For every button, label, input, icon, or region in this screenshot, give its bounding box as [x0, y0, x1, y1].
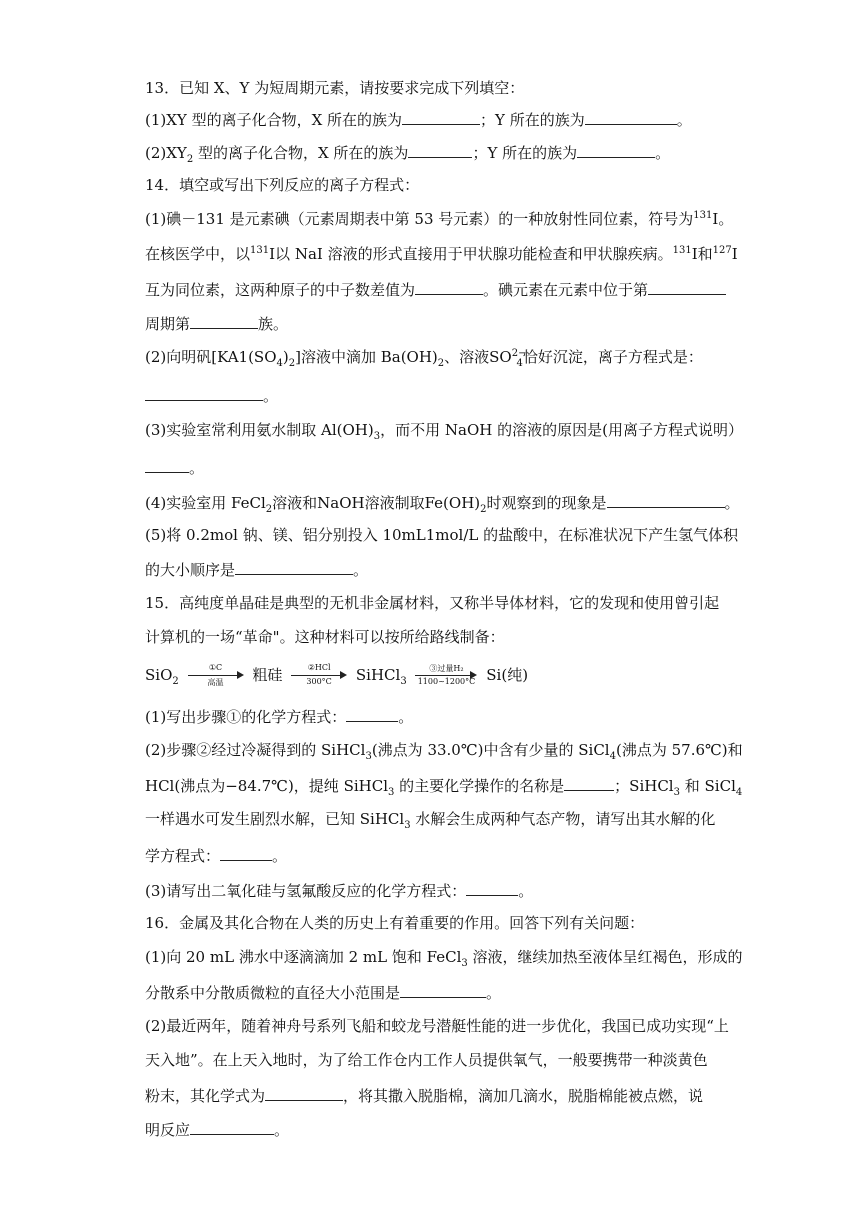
q15-part3: (3)请写出二氧化硅与氢氟酸反应的化学方程式： 。	[145, 879, 715, 901]
answer-blank[interactable]	[220, 844, 272, 861]
q14-stem: 14．填空或写出下列反应的离子方程式：	[145, 176, 420, 194]
q14-part2: (2)向明矾$[KA1(SO_4)_2]$溶液中滴加 $Ba(OH)_2$、溶液$SO^{2-}_4$恰好沉淀，离子方程式是：	[145, 348, 703, 369]
answer-blank[interactable]	[408, 141, 472, 158]
route-node-sio2: SiO$_2$	[145, 666, 179, 687]
q14-part1-line4: 周期第 族。	[145, 312, 715, 334]
answer-blank[interactable]	[607, 491, 725, 508]
answer-blank[interactable]	[648, 278, 726, 295]
q15-part1: (1)写出步骤①的化学方程式： 。	[145, 705, 715, 727]
synthesis-route	[145, 662, 528, 688]
q13-part1: (1)XY 型的离子化合物，X 所在的族为 ；Y 所在的族为 。	[145, 108, 715, 130]
q14-part1-line2: 在核医学中，以$^{131}$I以 NaI 溶液的形式直接用于甲状腺功能检查和甲状腺疾病。$^{131}$I和$^{127}$I	[145, 245, 738, 263]
answer-blank[interactable]	[145, 456, 189, 473]
q16-part2-line4: 明反应 。	[145, 1118, 715, 1140]
q16-part1-line2: 分散系中分散质微粒的直径大小范围是 。	[145, 981, 715, 1003]
route-arrow-step2: ②HCl 300°C	[291, 662, 347, 688]
answer-blank[interactable]	[466, 879, 518, 896]
q15-part2-line3: 一样遇水可发生剧烈水解，已知 SiHCl$_3$ 水解会生成两种气态产物，请写出其水解的化	[145, 810, 716, 831]
q16-part1-line1: (1)向 20 mL 沸水中逐滴滴加 2 mL 饱和 FeCl$_3$ 溶液，继续加热至液体呈红褐色，形成的	[145, 948, 743, 969]
q15-part2-line2: HCl(沸点为−84.7℃)，提纯 SiHCl$_3$ 的主要化学操作的名称是 ；SiHCl$_3$ 和 SiCl$_4$	[145, 774, 715, 796]
answer-blank[interactable]	[145, 384, 263, 401]
route-arrow-step3: ③过量H₂ 1100~1200°C	[415, 662, 477, 688]
q14-part3-answer: 。	[145, 456, 715, 478]
route-arrow-step1: ①C 高温	[188, 662, 244, 688]
answer-blank[interactable]	[235, 558, 353, 575]
answer-blank[interactable]	[577, 141, 655, 158]
answer-blank[interactable]	[564, 774, 614, 791]
answer-blank[interactable]	[402, 108, 480, 125]
route-node-crude-si: 粗硅	[252, 666, 283, 684]
q14-part1-line1: (1)碘－131 是元素碘（元素周期表中第 53 号元素）的一种放射性同位素，符号为$^{131}$I。	[145, 210, 734, 228]
q15-stem-line2: 计算机的一场“革命"。这种材料可以按所给路线制备：	[145, 628, 505, 646]
answer-blank[interactable]	[585, 108, 677, 125]
answer-blank[interactable]	[400, 981, 486, 998]
q16-part2-line1: (2)最近两年，随着神舟号系列飞船和蛟龙号潜艇性能的进一步优化，我国已成功实现“上	[145, 1017, 729, 1035]
q14-part5-line2: 的大小顺序是 。	[145, 558, 715, 580]
answer-blank[interactable]	[190, 1118, 274, 1135]
q16-part2-line2: 天入地”。在上天入地时，为了给工作仓内工作人员提供氧气，一般要携带一种淡黄色	[145, 1051, 708, 1069]
q16-part2-line3: 粉末，其化学式为 ，将其撒入脱脂棉，滴加几滴水，脱脂棉能被点燃，说	[145, 1084, 715, 1106]
route-node-sihcl3: SiHCl$_3$	[355, 666, 407, 687]
q14-part1-line3: 互为同位素，这两种原子的中子数差值为 。碘元素在元素中位于第	[145, 278, 715, 300]
q15-stem-line1: 15．高纯度单晶硅是典型的无机非金属材料，又称半导体材料，它的发现和使用曾引起	[145, 594, 720, 612]
route-node-pure-si: Si(纯)	[486, 666, 529, 684]
q14-part4: (4)实验室用 FeCl$_2$溶液和NaOH溶液制取$Fe(OH)_2$时观察到的现象是 。	[145, 491, 715, 513]
q15-part2-line4: 学方程式： 。	[145, 844, 715, 866]
q14-part2-answer: 。	[145, 384, 715, 406]
q14-part5-line1: (5)将 0.2mol 钠、镁、铝分别投入 10mL1mol/L 的盐酸中，在标准状况下产生氢气体积	[145, 526, 739, 544]
q14-part3: (3)实验室常利用氨水制取 $Al(OH)_3$，而不用 NaOH 的溶液的原因是(用离子方程式说明）	[145, 421, 743, 442]
q13-part2: $(2)XY_2$ 型的离子化合物，X 所在的族为 ；Y 所在的族为 。	[145, 141, 715, 163]
q16-stem: 16．金属及其化合物在人类的历史上有着重要的作用。回答下列有关问题：	[145, 914, 645, 932]
q15-part2-line1: (2)步骤②经过冷凝得到的 SiHCl$_3$(沸点为 33.0℃)中含有少量的 SiCl$_4$(沸点为 57.6℃)和	[145, 741, 743, 762]
answer-blank[interactable]	[190, 312, 258, 329]
answer-blank[interactable]	[265, 1084, 343, 1101]
answer-blank[interactable]	[415, 278, 483, 295]
answer-blank[interactable]	[346, 705, 398, 722]
q13-stem: 13．已知 X、Y 为短周期元素，请按要求完成下列填空：	[145, 79, 525, 97]
